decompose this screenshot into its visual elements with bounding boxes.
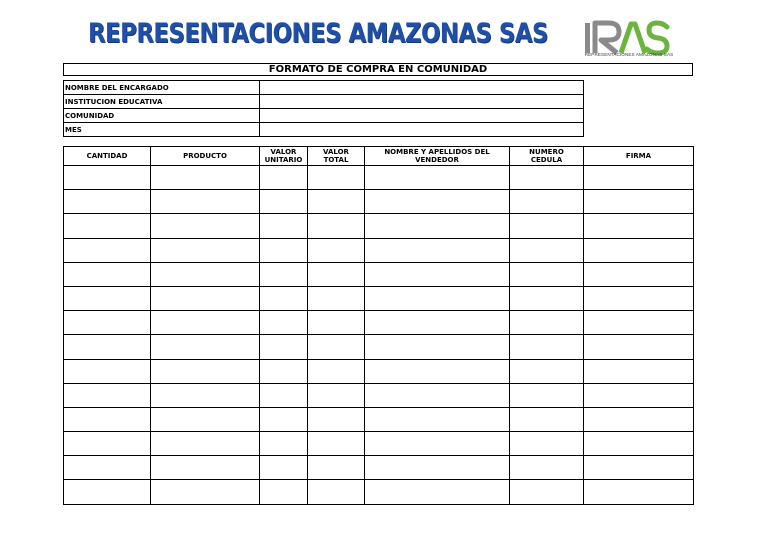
- cell-valor-unitario[interactable]: [260, 166, 308, 190]
- cell-vendedor[interactable]: [365, 432, 510, 456]
- table-row: [64, 190, 694, 214]
- table-row: [64, 359, 694, 383]
- column-header-vendedor: NOMBRE Y APELLIDOS DEL VENDEDOR: [365, 147, 510, 166]
- cell-vendedor[interactable]: [365, 456, 510, 480]
- cell-cantidad[interactable]: [64, 238, 151, 262]
- cell-valor-total[interactable]: [308, 166, 365, 190]
- info-label: COMUNIDAD: [64, 109, 260, 123]
- cell-vendedor[interactable]: [365, 166, 510, 190]
- cell-producto[interactable]: [151, 407, 260, 431]
- cell-cedula[interactable]: [510, 456, 584, 480]
- table-row: [64, 480, 694, 504]
- form-title: FORMATO DE COMPRA EN COMUNIDAD: [63, 63, 693, 76]
- cell-valor-total[interactable]: [308, 214, 365, 238]
- table-row: [64, 262, 694, 286]
- cell-vendedor[interactable]: [365, 383, 510, 407]
- cell-firma[interactable]: [584, 214, 694, 238]
- cell-cantidad[interactable]: [64, 214, 151, 238]
- cell-firma[interactable]: [584, 480, 694, 504]
- info-row-institucion: [64, 95, 584, 109]
- cell-valor-unitario[interactable]: [260, 238, 308, 262]
- cell-firma[interactable]: [584, 286, 694, 310]
- cell-cantidad[interactable]: [64, 456, 151, 480]
- info-label: NOMBRE DEL ENCARGADO: [64, 81, 260, 95]
- column-header-valor-total: VALOR TOTAL: [308, 147, 365, 166]
- cell-firma[interactable]: [584, 407, 694, 431]
- cell-producto[interactable]: [151, 335, 260, 359]
- cell-cantidad[interactable]: [64, 190, 151, 214]
- cell-valor-unitario[interactable]: [260, 432, 308, 456]
- info-row-encargado: [64, 81, 584, 95]
- cell-vendedor[interactable]: [365, 214, 510, 238]
- cell-vendedor[interactable]: [365, 262, 510, 286]
- info-value-field[interactable]: [260, 95, 584, 109]
- cell-valor-unitario[interactable]: [260, 407, 308, 431]
- cell-valor-total[interactable]: [308, 432, 365, 456]
- cell-valor-total[interactable]: [308, 311, 365, 335]
- cell-producto[interactable]: [151, 432, 260, 456]
- cell-valor-total[interactable]: [308, 262, 365, 286]
- table-row: [64, 214, 694, 238]
- info-label: MES: [64, 123, 260, 137]
- cell-vendedor[interactable]: [365, 480, 510, 504]
- column-header-cantidad: CANTIDAD: [64, 147, 151, 166]
- column-header-firma: FIRMA: [584, 147, 694, 166]
- cell-producto[interactable]: [151, 214, 260, 238]
- cell-firma[interactable]: [584, 383, 694, 407]
- cell-valor-total[interactable]: [308, 190, 365, 214]
- info-row-mes: [64, 123, 584, 137]
- cell-valor-unitario[interactable]: [260, 359, 308, 383]
- cell-valor-total[interactable]: [308, 286, 365, 310]
- cell-cantidad[interactable]: [64, 480, 151, 504]
- cell-valor-unitario[interactable]: [260, 480, 308, 504]
- cell-valor-total[interactable]: [308, 456, 365, 480]
- info-table: [63, 80, 584, 137]
- company-name: REPRESENTACIONES AMAZONAS SAS: [88, 18, 548, 49]
- cell-valor-unitario[interactable]: [260, 214, 308, 238]
- cell-producto[interactable]: [151, 359, 260, 383]
- cell-valor-unitario[interactable]: [260, 262, 308, 286]
- cell-cedula[interactable]: [510, 480, 584, 504]
- cell-valor-total[interactable]: [308, 238, 365, 262]
- cell-cantidad[interactable]: [64, 286, 151, 310]
- column-header-producto: PRODUCTO: [151, 147, 260, 166]
- info-value-field[interactable]: [260, 123, 584, 137]
- cell-firma[interactable]: [584, 456, 694, 480]
- cell-cedula[interactable]: [510, 166, 584, 190]
- cell-producto[interactable]: [151, 238, 260, 262]
- cell-vendedor[interactable]: [365, 359, 510, 383]
- cell-valor-total[interactable]: [308, 359, 365, 383]
- cell-producto[interactable]: [151, 311, 260, 335]
- table-row: [64, 286, 694, 310]
- cell-cedula[interactable]: [510, 286, 584, 310]
- cell-firma[interactable]: [584, 432, 694, 456]
- cell-vendedor[interactable]: [365, 407, 510, 431]
- cell-valor-unitario[interactable]: [260, 311, 308, 335]
- cell-cedula[interactable]: [510, 359, 584, 383]
- table-row: [64, 238, 694, 262]
- cell-cantidad[interactable]: [64, 432, 151, 456]
- cell-cedula[interactable]: [510, 311, 584, 335]
- info-row-comunidad: [64, 109, 584, 123]
- cell-vendedor[interactable]: [365, 238, 510, 262]
- cell-firma[interactable]: [584, 262, 694, 286]
- purchase-table: [63, 146, 694, 505]
- cell-cantidad[interactable]: [64, 383, 151, 407]
- info-value-field[interactable]: [260, 109, 584, 123]
- table-row: [64, 407, 694, 431]
- cell-valor-unitario[interactable]: [260, 456, 308, 480]
- cell-cedula[interactable]: [510, 407, 584, 431]
- info-value-field[interactable]: [260, 81, 584, 95]
- cell-valor-total[interactable]: [308, 407, 365, 431]
- cell-valor-unitario[interactable]: [260, 383, 308, 407]
- cell-producto[interactable]: [151, 262, 260, 286]
- cell-producto[interactable]: [151, 166, 260, 190]
- table-row: [64, 335, 694, 359]
- cell-vendedor[interactable]: [365, 311, 510, 335]
- cell-valor-total[interactable]: [308, 480, 365, 504]
- cell-cedula[interactable]: [510, 335, 584, 359]
- cell-cantidad[interactable]: [64, 262, 151, 286]
- table-row: [64, 456, 694, 480]
- cell-vendedor[interactable]: [365, 335, 510, 359]
- cell-cedula[interactable]: [510, 214, 584, 238]
- cell-producto[interactable]: [151, 190, 260, 214]
- cell-vendedor[interactable]: [365, 286, 510, 310]
- table-header-row: [64, 147, 694, 166]
- cell-valor-total[interactable]: [308, 335, 365, 359]
- cell-firma[interactable]: [584, 335, 694, 359]
- cell-producto[interactable]: [151, 383, 260, 407]
- cell-valor-unitario[interactable]: [260, 335, 308, 359]
- cell-cedula[interactable]: [510, 432, 584, 456]
- table-row: [64, 311, 694, 335]
- table-row: [64, 432, 694, 456]
- cell-cantidad[interactable]: [64, 335, 151, 359]
- cell-firma[interactable]: [584, 166, 694, 190]
- cell-cedula[interactable]: [510, 383, 584, 407]
- cell-cantidad[interactable]: [64, 166, 151, 190]
- cell-valor-total[interactable]: [308, 383, 365, 407]
- table-row: [64, 383, 694, 407]
- cell-cedula[interactable]: [510, 262, 584, 286]
- cell-valor-unitario[interactable]: [260, 190, 308, 214]
- cell-vendedor[interactable]: [365, 190, 510, 214]
- cell-valor-unitario[interactable]: [260, 286, 308, 310]
- cell-producto[interactable]: [151, 286, 260, 310]
- logo-subtitle: REPRESENTACIONES AMAZONAS SAS: [584, 52, 674, 57]
- cell-cedula[interactable]: [510, 238, 584, 262]
- cell-firma[interactable]: [584, 359, 694, 383]
- table-row: [64, 166, 694, 190]
- column-header-valor-unitario: VALOR UNITARIO: [260, 147, 308, 166]
- column-header-cedula: NUMERO CEDULA: [510, 147, 584, 166]
- cell-firma[interactable]: [584, 238, 694, 262]
- cell-cantidad[interactable]: [64, 407, 151, 431]
- cell-producto[interactable]: [151, 480, 260, 504]
- cell-cantidad[interactable]: [64, 359, 151, 383]
- cell-firma[interactable]: [584, 190, 694, 214]
- cell-cantidad[interactable]: [64, 311, 151, 335]
- cell-cedula[interactable]: [510, 190, 584, 214]
- cell-producto[interactable]: [151, 456, 260, 480]
- cell-firma[interactable]: [584, 311, 694, 335]
- info-label: INSTITUCION EDUCATIVA: [64, 95, 260, 109]
